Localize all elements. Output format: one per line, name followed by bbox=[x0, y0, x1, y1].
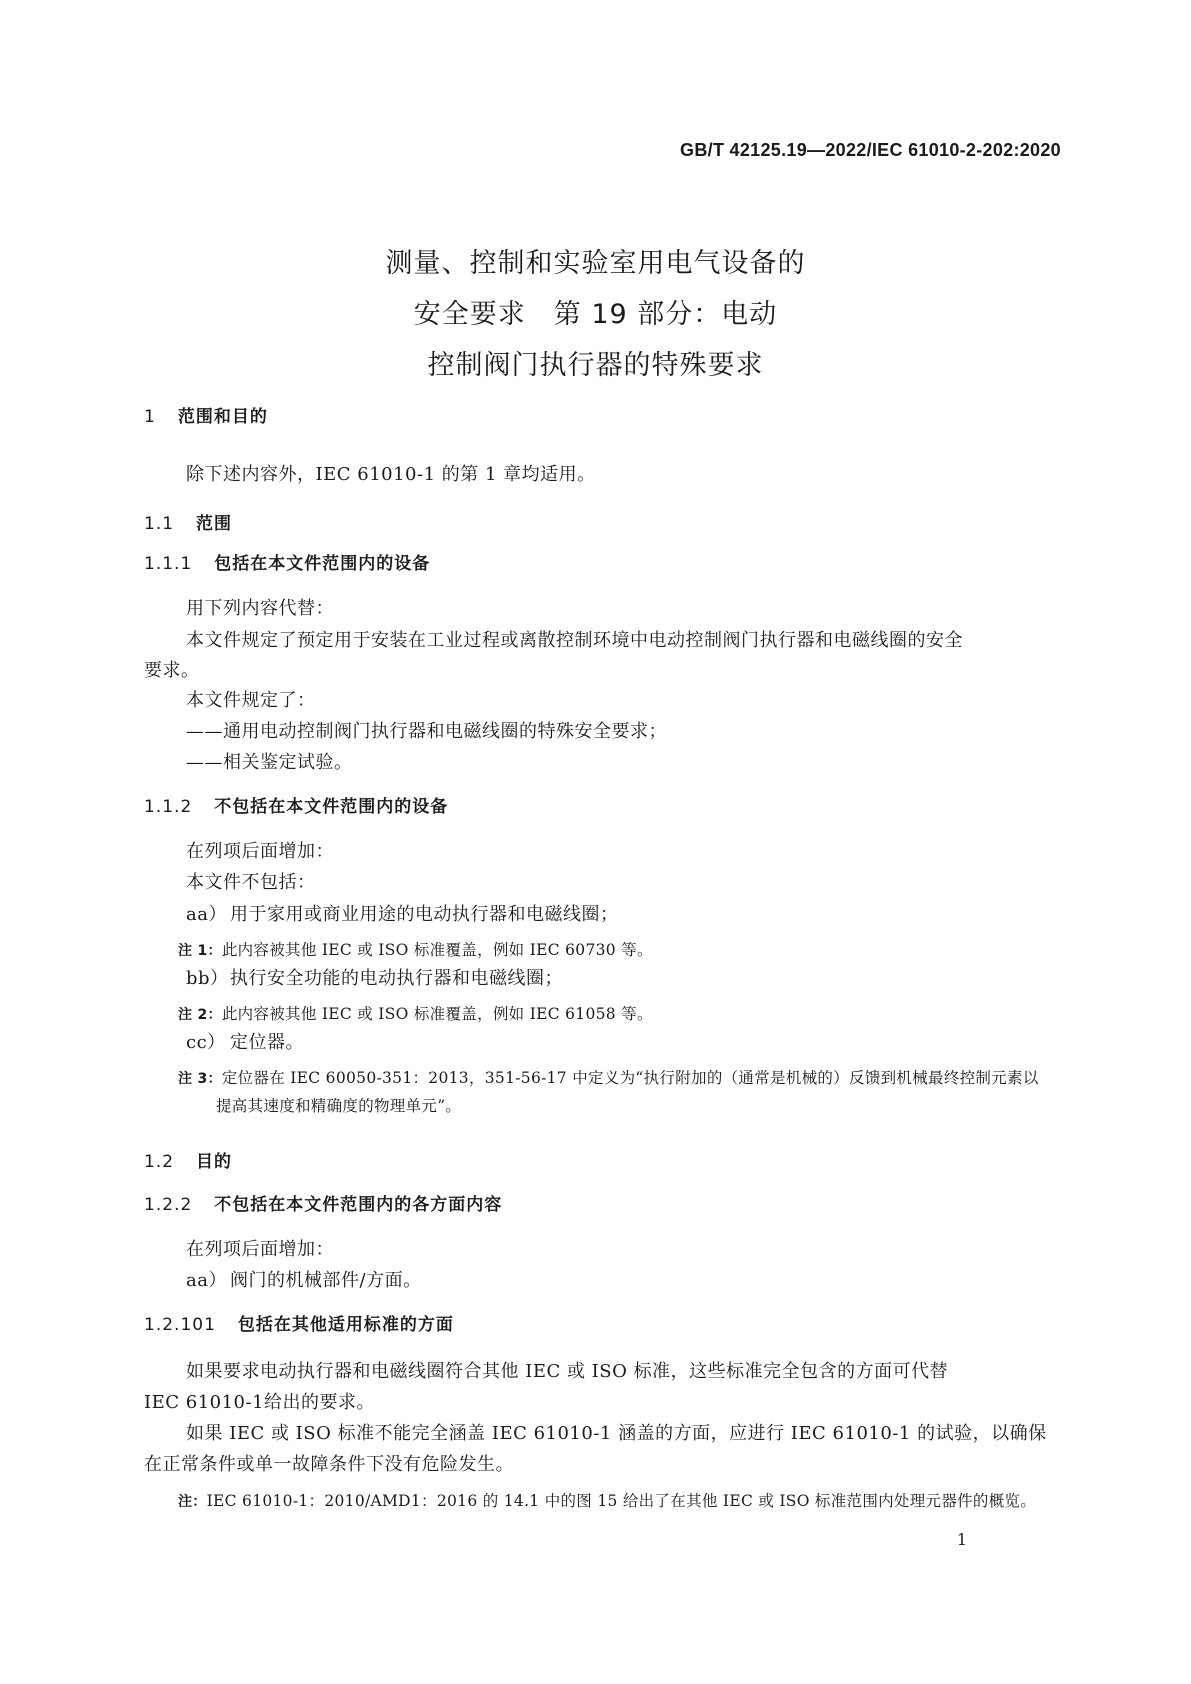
list-item bbox=[186, 900, 619, 926]
list-item bbox=[186, 964, 563, 990]
heading-1-1-2 bbox=[144, 792, 448, 817]
paragraph: 本文件不包括： bbox=[186, 872, 316, 893]
note-text: 此内容被其他 IEC 或 ISO 标准覆盖，例如 IEC 60730 等。 bbox=[221, 941, 653, 959]
heading-1-2-101 bbox=[144, 1310, 454, 1335]
list-item-key: aa） bbox=[186, 904, 227, 925]
paragraph: 用下列内容代替： bbox=[186, 598, 334, 619]
list-item-text: 阀门的机械部件/方面。 bbox=[230, 1270, 422, 1291]
paragraph-continuation: IEC 61010-1给出的要求。 bbox=[144, 1392, 376, 1413]
paragraph: 除下述内容外，IEC 61010-1 的第 1 章均适用。 bbox=[186, 464, 596, 485]
note-label: 注： bbox=[178, 1494, 207, 1510]
title-line-1: 测量、控制和实验室用电气设备的 bbox=[385, 248, 806, 279]
list-item-text: 定位器。 bbox=[230, 1032, 304, 1053]
dash-list-item: ——相关鉴定试验。 bbox=[186, 752, 353, 773]
note-label: 注 2： bbox=[178, 1007, 222, 1023]
note-label: 注 1： bbox=[178, 943, 222, 959]
heading-number: 1.1.1 bbox=[144, 554, 193, 574]
list-item bbox=[186, 1028, 304, 1054]
paragraph: 如果 IEC 或 ISO 标准不能完全涵盖 IEC 61010-1 涵盖的方面，应进行 IEC 61010-1 的试验，以确保 bbox=[186, 1423, 1047, 1444]
list-item-text: 用于家用或商业用途的电动执行器和电磁线圈； bbox=[230, 904, 619, 925]
list-item-key: bb） bbox=[186, 968, 229, 989]
heading-1-1 bbox=[144, 509, 232, 534]
heading-title: 包括在本文件范围内的设备 bbox=[214, 554, 431, 574]
heading-number: 1 bbox=[144, 407, 156, 427]
list-item-text: 执行安全功能的电动执行器和电磁线圈； bbox=[230, 968, 563, 989]
paragraph: 如果要求电动执行器和电磁线圈符合其他 IEC 或 ISO 标准，这些标准完全包含的方面可代替 bbox=[186, 1361, 949, 1382]
heading-number: 1.1 bbox=[144, 514, 175, 534]
title-line-3: 控制阀门执行器的特殊要求 bbox=[427, 350, 764, 381]
heading-number: 1.2.2 bbox=[144, 1195, 193, 1215]
paragraph: 在列项后面增加： bbox=[186, 1239, 334, 1260]
paragraph: 本文件规定了： bbox=[186, 690, 316, 711]
heading-number: 1.2 bbox=[144, 1152, 175, 1172]
heading-1-2-2 bbox=[144, 1190, 502, 1215]
document-title bbox=[0, 238, 1191, 391]
paragraph-continuation: 在正常条件或单一故障条件下没有危险发生。 bbox=[144, 1454, 514, 1475]
standard-code: GB/T 42125.19—2022/IEC 61010-2-202:2020 bbox=[680, 140, 1061, 160]
heading-number: 1.1.2 bbox=[144, 797, 193, 817]
paragraph: 本文件规定了预定用于安装在工业过程或离散控制环境中电动控制阀门执行器和电磁线圈的安全 bbox=[186, 630, 963, 651]
heading-title: 不包括在本文件范围内的设备 bbox=[214, 797, 449, 817]
heading-title: 范围和目的 bbox=[177, 407, 268, 427]
heading-1-2 bbox=[144, 1147, 232, 1172]
dash-list-item: ——通用电动控制阀门执行器和电磁线圈的特殊安全要求； bbox=[186, 721, 667, 742]
heading-title: 不包括在本文件范围内的各方面内容 bbox=[214, 1195, 503, 1215]
note-label: 注 3： bbox=[178, 1071, 222, 1087]
heading-number: 1.2.101 bbox=[144, 1315, 216, 1335]
note bbox=[178, 938, 653, 960]
heading-1 bbox=[144, 402, 268, 427]
heading-title: 包括在其他适用标准的方面 bbox=[237, 1315, 454, 1335]
list-item-key: aa） bbox=[186, 1270, 227, 1291]
note-text: 此内容被其他 IEC 或 ISO 标准覆盖，例如 IEC 61058 等。 bbox=[221, 1005, 653, 1023]
note-text: IEC 61010-1：2010/AMD1：2016 的 14.1 中的图 15 给出了在其他 IEC 或 ISO 标准范围内处理元器件的概览。 bbox=[206, 1492, 1037, 1510]
note bbox=[178, 1066, 1039, 1088]
title-line-2: 安全要求 第 19 部分：电动 bbox=[413, 299, 778, 330]
list-item-key: cc） bbox=[186, 1032, 226, 1053]
note-text: 定位器在 IEC 60050-351：2013，351-56-17 中定义为“执行附加的（通常是机械的）反馈到机械最终控制元素以 bbox=[221, 1069, 1039, 1087]
paragraph-continuation: 要求。 bbox=[144, 660, 200, 681]
paragraph: 在列项后面增加： bbox=[186, 841, 334, 862]
list-item bbox=[186, 1266, 422, 1292]
heading-title: 范围 bbox=[196, 514, 233, 534]
heading-title: 目的 bbox=[196, 1152, 233, 1172]
note-continuation: 提高其速度和精确度的物理单元”。 bbox=[216, 1097, 462, 1115]
note bbox=[178, 1002, 653, 1024]
page-number: 1 bbox=[956, 1530, 967, 1549]
heading-1-1-1 bbox=[144, 549, 430, 574]
note bbox=[178, 1489, 1036, 1511]
